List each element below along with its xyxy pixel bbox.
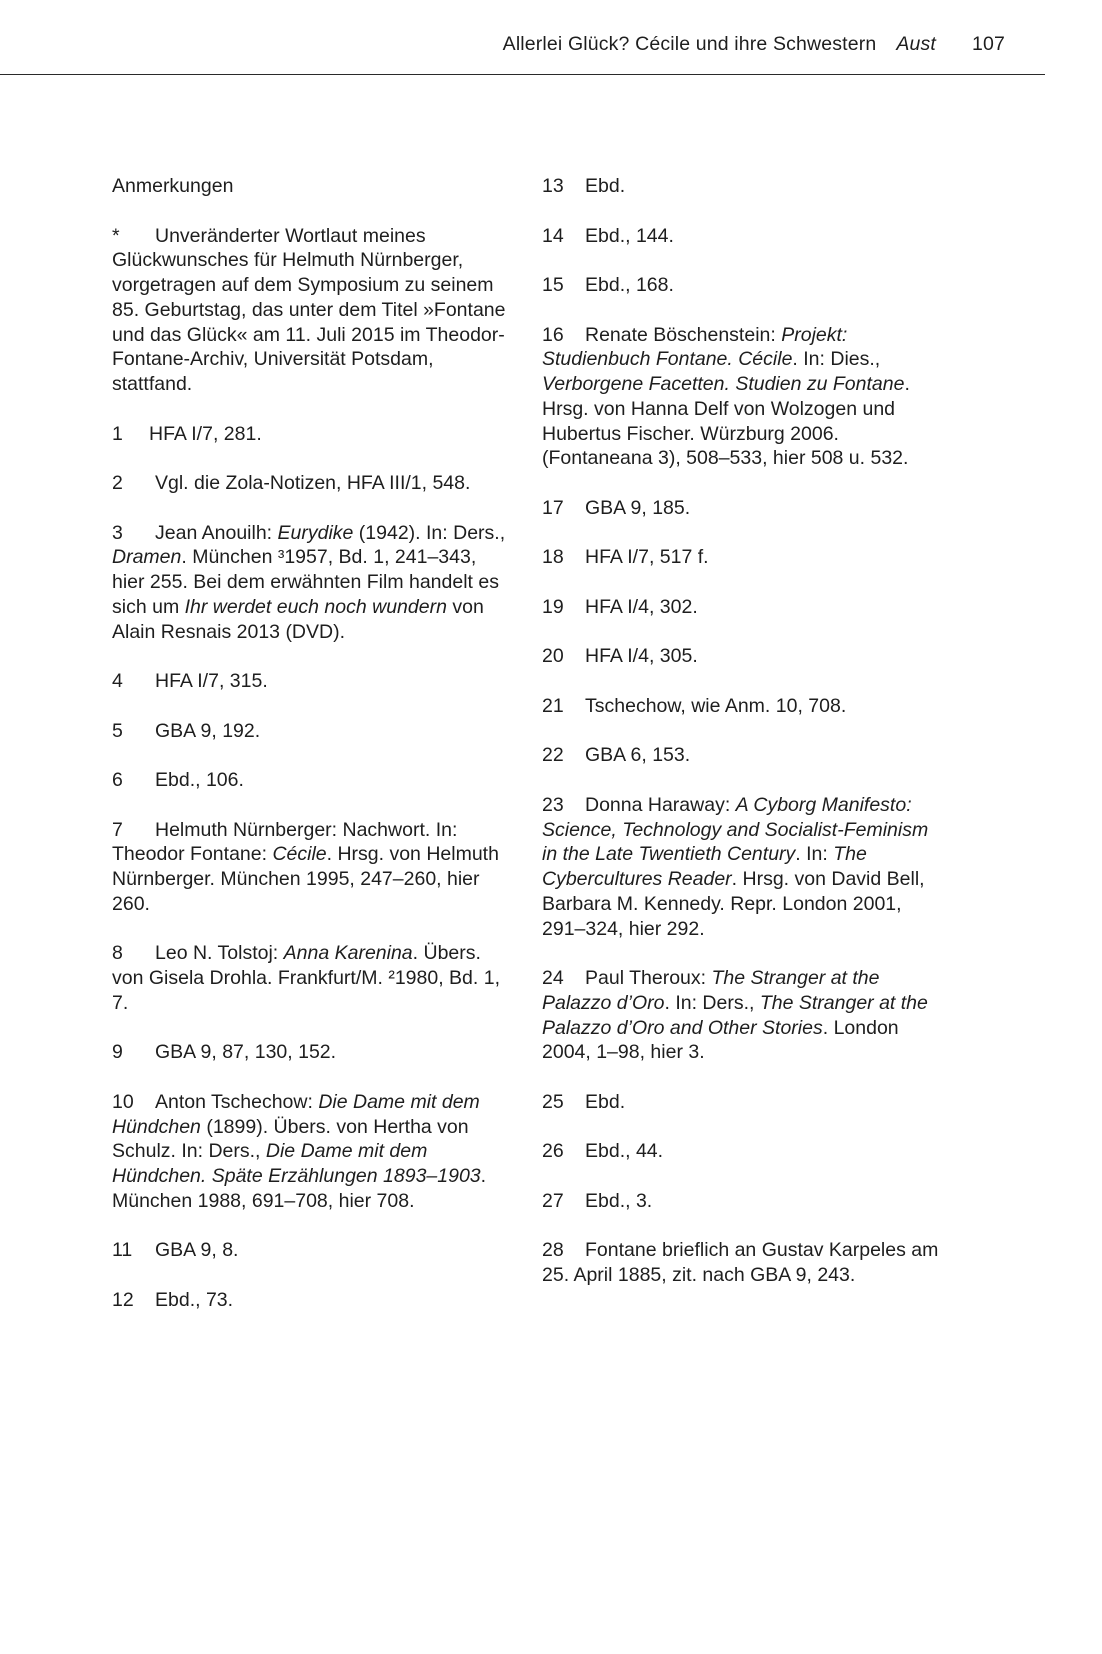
endnote-text: . In: Ders., bbox=[664, 991, 760, 1014]
endnote-text: . In: Dies., bbox=[792, 348, 881, 371]
endnote-text: GBA 9, 185. bbox=[585, 496, 691, 519]
endnote-number: 7 bbox=[112, 818, 123, 841]
endnote-number: 10 bbox=[112, 1090, 134, 1113]
endnote-number: 2 bbox=[112, 472, 123, 494]
endnote-text: . London 2004, 1–98, hier 3. bbox=[542, 1016, 899, 1064]
endnote-text: Vgl. die Zola-Notizen, HFA III/1, 548. bbox=[155, 472, 471, 494]
endnote-text: HFA I/4, 302. bbox=[585, 595, 698, 618]
endnote-number: 18 bbox=[542, 546, 564, 569]
endnote-text: GBA 9, 87, 130, 152. bbox=[155, 1041, 337, 1064]
notes-heading: Anmerkungen bbox=[112, 175, 234, 197]
endnote-number: 13 bbox=[542, 175, 564, 197]
endnote-number: 16 bbox=[542, 323, 564, 346]
endnote-text: Ebd. bbox=[585, 175, 626, 197]
endnote bbox=[112, 719, 508, 744]
endnote bbox=[112, 941, 508, 1015]
notes-list-right bbox=[542, 174, 942, 1288]
endnote-italic-text: Verborgene Facetten. Studien zu Fontane bbox=[542, 373, 905, 395]
endnote-number: 9 bbox=[112, 1041, 123, 1064]
endnote bbox=[542, 1090, 942, 1115]
endnote bbox=[112, 1238, 508, 1263]
endnote-text: Ebd., 168. bbox=[585, 274, 674, 296]
endnote bbox=[542, 743, 942, 768]
endnote-italic-text: The Cybercultures Reader bbox=[542, 843, 867, 890]
endnote bbox=[542, 273, 942, 298]
endnote-number: 5 bbox=[112, 719, 123, 742]
endnote-text: Ebd., 3. bbox=[585, 1189, 653, 1212]
endnote bbox=[112, 669, 508, 694]
endnote-italic-text: The Stranger at the Palazzo d’Oro bbox=[542, 967, 880, 1014]
endnote-number: 26 bbox=[542, 1140, 564, 1163]
endnote-text: . München 1988, 691–708, hier 708. bbox=[112, 1165, 487, 1212]
endnote-text: Ebd. bbox=[585, 1090, 626, 1113]
endnote bbox=[542, 966, 942, 1065]
endnote bbox=[112, 422, 508, 447]
endnote bbox=[112, 1288, 508, 1313]
endnote-text: (1942). In: Ders., bbox=[353, 521, 506, 544]
endnote bbox=[542, 595, 942, 620]
endnote-italic-text: Dramen bbox=[112, 546, 182, 569]
endnote-number: 4 bbox=[112, 670, 123, 692]
endnote-text: von Alain Resnais 2013 (DVD). bbox=[112, 595, 484, 643]
endnote bbox=[542, 644, 942, 669]
endnote-number: 19 bbox=[542, 595, 564, 618]
endnote bbox=[542, 1139, 942, 1164]
endnote bbox=[112, 1090, 508, 1214]
endnote-text: GBA 6, 153. bbox=[585, 744, 691, 767]
endnote bbox=[112, 471, 508, 496]
endnote-text: Ebd., 73. bbox=[155, 1288, 234, 1311]
endnote-text: Leo N. Tolstoj: bbox=[155, 942, 284, 965]
endnote-text: Ebd., 44. bbox=[585, 1140, 664, 1163]
endnote-number: 12 bbox=[112, 1288, 134, 1311]
endnote-italic-text: Die Dame mit dem Hündchen bbox=[112, 1090, 480, 1138]
endnote-number: 20 bbox=[542, 645, 564, 668]
page-number: 107 bbox=[972, 33, 1005, 55]
endnote-italic-text: Ihr werdet euch noch wundern bbox=[184, 595, 447, 618]
endnote-text: Fontane brieflich an Gustav Karpeles am 25. April 1885, zit. nach GBA 9, 243. bbox=[542, 1239, 939, 1286]
running-head-author: Aust bbox=[896, 33, 936, 55]
endnote-number: 21 bbox=[542, 694, 564, 717]
endnote bbox=[542, 1189, 942, 1214]
endnote bbox=[542, 1238, 942, 1288]
endnote-number: 3 bbox=[112, 521, 123, 544]
endnote-text: . München ³1957, Bd. 1, 241–343, hier 255. Bei dem erwähnten Film handelt es sich um bbox=[112, 546, 499, 618]
endnote-text: HFA I/4, 305. bbox=[585, 645, 698, 668]
endnote bbox=[112, 818, 508, 917]
notes-list-left bbox=[112, 224, 508, 1313]
endnote-number: 14 bbox=[542, 224, 564, 247]
endnote-number: 28 bbox=[542, 1239, 564, 1262]
header-rule bbox=[0, 74, 1045, 75]
endnote-number: 25 bbox=[542, 1090, 564, 1113]
endnote-text: Helmuth Nürnberger: Nachwort. In: Theodor Fontane: bbox=[112, 818, 458, 866]
endnote-text: . Hrsg. von Hanna Delf von Wolzogen und Hubertus Fischer. Würzburg 2006. (Fontaneana 3), 508–533, hier 508 u. 532. bbox=[542, 373, 910, 470]
endnote-number: 27 bbox=[542, 1189, 564, 1212]
running-head-title: Allerlei Glück? Cécile und ihre Schwestern bbox=[502, 33, 877, 55]
endnote-number: * bbox=[112, 224, 120, 247]
endnote bbox=[542, 174, 942, 199]
endnote-text: Tschechow, wie Anm. 10, 708. bbox=[585, 694, 847, 717]
endnote bbox=[542, 694, 942, 719]
endnote-text: HFA I/7, 281. bbox=[149, 422, 262, 445]
endnote-text: . Hrsg. von Helmuth Nürnberger. München 1995, 247–260, hier 260. bbox=[112, 843, 499, 915]
running-head bbox=[0, 33, 1005, 56]
endnote-italic-text: Eurydike bbox=[277, 521, 354, 544]
endnote-number: 22 bbox=[542, 744, 564, 767]
endnote-number: 15 bbox=[542, 274, 564, 296]
endnote-text: Donna Haraway: bbox=[585, 793, 736, 816]
endnote-text: Anton Tschechow: bbox=[155, 1090, 319, 1113]
endnote bbox=[542, 793, 942, 942]
endnote-text: GBA 9, 192. bbox=[155, 719, 261, 742]
endnote-number: 1 bbox=[112, 422, 123, 445]
notes-column-left bbox=[112, 174, 508, 1337]
endnote-text: Jean Anouilh: bbox=[155, 521, 278, 544]
endnote-number: 23 bbox=[542, 793, 564, 816]
endnote-text: HFA I/7, 517 f. bbox=[585, 546, 709, 569]
endnote-number: 11 bbox=[112, 1239, 133, 1262]
endnote-text: . Hrsg. von David Bell, Barbara M. Kennedy. Repr. London 2001, 291–324, hier 292. bbox=[542, 868, 925, 940]
endnote-text: HFA I/7, 315. bbox=[155, 670, 268, 692]
endnote-number: 6 bbox=[112, 769, 123, 791]
endnote-text: . In: bbox=[795, 843, 834, 866]
endnote-italic-text: Anna Karenina bbox=[283, 942, 413, 965]
endnote-italic-text: Projekt: Studienbuch Fontane. Cécile bbox=[542, 323, 848, 371]
endnote bbox=[542, 323, 942, 472]
endnote bbox=[112, 1040, 508, 1065]
endnote-text: (1899). Übers. von Hertha von Schulz. In: Ders., bbox=[112, 1115, 469, 1163]
endnote-number: 8 bbox=[112, 942, 123, 965]
endnote-number: 17 bbox=[542, 496, 564, 519]
endnote-text: Ebd., 144. bbox=[585, 224, 674, 247]
endnote bbox=[112, 768, 508, 793]
endnote bbox=[542, 496, 942, 521]
endnote-italic-text: A Cyborg Manifesto: Science, Technology and Socialist-Feminism in the Late Twentieth Century bbox=[542, 793, 929, 866]
endnote-text: Ebd., 106. bbox=[155, 769, 244, 791]
notes-column-right bbox=[542, 174, 942, 1313]
endnote-text: Unveränderter Wortlaut meines Glückwunsches für Helmuth Nürnberger, vorgetragen auf dem Symposium zu seinem 85. Geburtstag, das unter dem Titel »Fontane und das Glück« am 11. Juli 2015 im Theodor-Fontane-Archiv, Universität Potsdam, stattfand. bbox=[112, 224, 506, 395]
endnote-number: 24 bbox=[542, 967, 564, 989]
endnote-text: . Übers. von Gisela Drohla. Frankfurt/M. ²1980, Bd. 1, 7. bbox=[112, 942, 501, 1014]
endnote-text: Paul Theroux: bbox=[585, 967, 712, 989]
endnote bbox=[542, 224, 942, 249]
endnote-text: Renate Böschenstein: bbox=[585, 323, 782, 346]
endnote-italic-text: Die Dame mit dem Hündchen. Späte Erzählungen 1893–1903 bbox=[112, 1140, 481, 1187]
endnote-italic-text: Cécile bbox=[272, 843, 327, 866]
endnote-text: GBA 9, 8. bbox=[155, 1239, 239, 1262]
endnote bbox=[112, 521, 508, 645]
endnote bbox=[542, 545, 942, 570]
endnote bbox=[112, 224, 508, 397]
endnote-italic-text: The Stranger at the Palazzo d’Oro and Other Stories bbox=[542, 991, 928, 1039]
